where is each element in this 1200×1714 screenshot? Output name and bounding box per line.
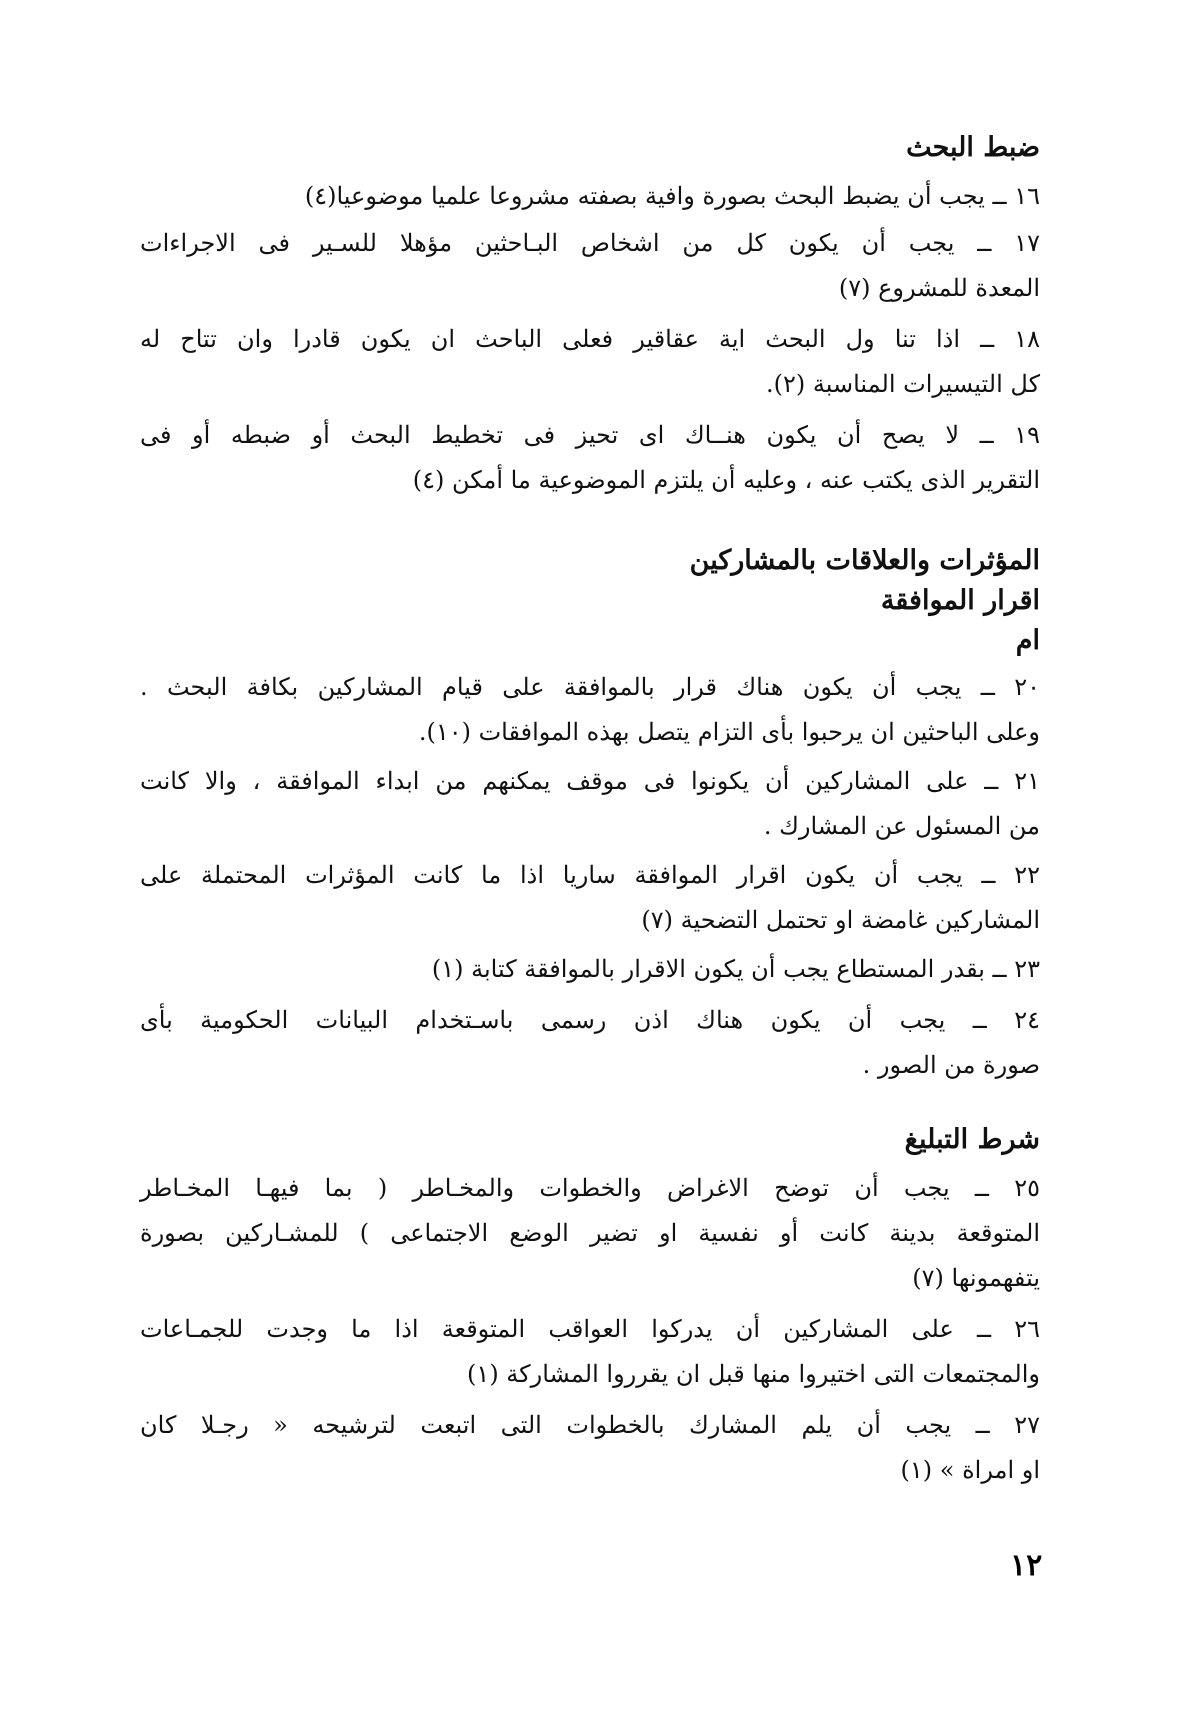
- paragraph-line: المتوقعة بدينة كانت أو نفسية او تضير الوضع الاجتماعى ) للمشـاركين بصورة: [140, 1219, 1040, 1247]
- paragraph-line: ١٧ ــ يجب أن يكون كل من اشخاص البـاحثين مؤهلا للسـير فى الاجراءات: [140, 229, 1040, 257]
- paragraph-line: ٢٥ ــ يجب أن توضح الاغراض والخطوات والمخـاطر ( بما فيهـا المخـاطر: [140, 1174, 1040, 1202]
- paragraph-16: [140, 174, 1040, 219]
- subheading-consent: اقرار الموافقة: [880, 585, 1040, 616]
- paragraph-line: ٢١ ــ على المشاركين أن يكونوا فى موقف يمكنهم من ابداء الموافقة ، والا كانت: [140, 767, 1040, 795]
- paragraph-26: [140, 1307, 1040, 1397]
- paragraph-23: [140, 947, 1040, 992]
- document-page: [140, 128, 1040, 1493]
- paragraph-24: [140, 998, 1040, 1088]
- paragraph-27: [140, 1403, 1040, 1493]
- paragraph-line: صورة من الصور .: [862, 1051, 1040, 1079]
- paragraph-22: [140, 853, 1040, 943]
- section-heading-notification: شرط التبليغ: [904, 1124, 1040, 1155]
- paragraph-line: او امراة » (١): [900, 1456, 1040, 1484]
- paragraph-line: التقرير الذى يكتب عنه ، وعليه أن يلتزم الموضوعية ما أمكن (٤): [412, 466, 1040, 494]
- paragraph-19: [140, 413, 1040, 503]
- section-heading-participants: المؤثرات والعلاقات بالمشاركين: [689, 545, 1040, 576]
- paragraph-line: ١٨ ــ اذا تنا ول البحث اية عقاقير فعلى الباحث ان يكون قادرا وان تتاح له: [140, 325, 1040, 353]
- subheading-general: ام: [1015, 625, 1040, 656]
- paragraph-line: ٢٢ ــ يجب أن يكون اقرار الموافقة ساريا اذا ما كانت المؤثرات المحتملة على: [140, 861, 1040, 889]
- paragraph-line: ١٦ ــ يجب أن يضبط البحث بصورة وافية بصفته مشروعا علميا موضوعيا(٤): [304, 182, 1040, 210]
- paragraph-line: يتفهمونها (٧): [912, 1264, 1040, 1292]
- paragraph-line: ٢٦ ــ على المشاركين أن يدركوا العواقب المتوقعة اذا ما وجدت للجمـاعات: [140, 1315, 1040, 1343]
- paragraph-25: [140, 1166, 1040, 1301]
- paragraph-line: المشاركين غامضة او تحتمل التضحية (٧): [641, 906, 1040, 934]
- paragraph-20: [140, 665, 1040, 755]
- paragraph-line: ١٩ ــ لا يصح أن يكون هنــاك اى تحيز فى تخطيط البحث أو ضبطه أو فى: [140, 421, 1040, 449]
- paragraph-line: من المسئول عن المشارك .: [763, 812, 1040, 840]
- paragraph-21: [140, 759, 1040, 849]
- paragraph-line: ٢٧ ــ يجب أن يلم المشارك بالخطوات التى اتبعت لترشيحه « رجـلا كان: [140, 1411, 1040, 1439]
- paragraph-line: والمجتمعات التى اختيروا منها قبل ان يقرروا المشاركة (١): [467, 1360, 1040, 1388]
- paragraph-line: ٢٠ ــ يجب أن يكون هناك قرار بالموافقة على قيام المشاركين بكافة البحث .: [140, 673, 1040, 701]
- page-number: ١٢: [1010, 1548, 1043, 1583]
- paragraph-line: كل التيسيرات المناسبة (٢).: [766, 370, 1040, 398]
- section-heading-research-control: ضبط البحث: [906, 132, 1040, 163]
- paragraph-line: ٢٣ ــ بقدر المستطاع يجب أن يكون الاقرار بالموافقة كتابة (١): [431, 955, 1040, 983]
- paragraph-18: [140, 317, 1040, 407]
- paragraph-line: وعلى الباحثين ان يرحبوا بأى التزام يتصل بهذه الموافقات (١٠).: [418, 718, 1040, 746]
- paragraph-17: [140, 221, 1040, 311]
- paragraph-line: ٢٤ ــ يجب أن يكون هناك اذن رسمى باسـتخدام البيانات الحكومية بأى: [140, 1006, 1040, 1034]
- paragraph-line: المعدة للمشروع (٧): [838, 274, 1040, 302]
